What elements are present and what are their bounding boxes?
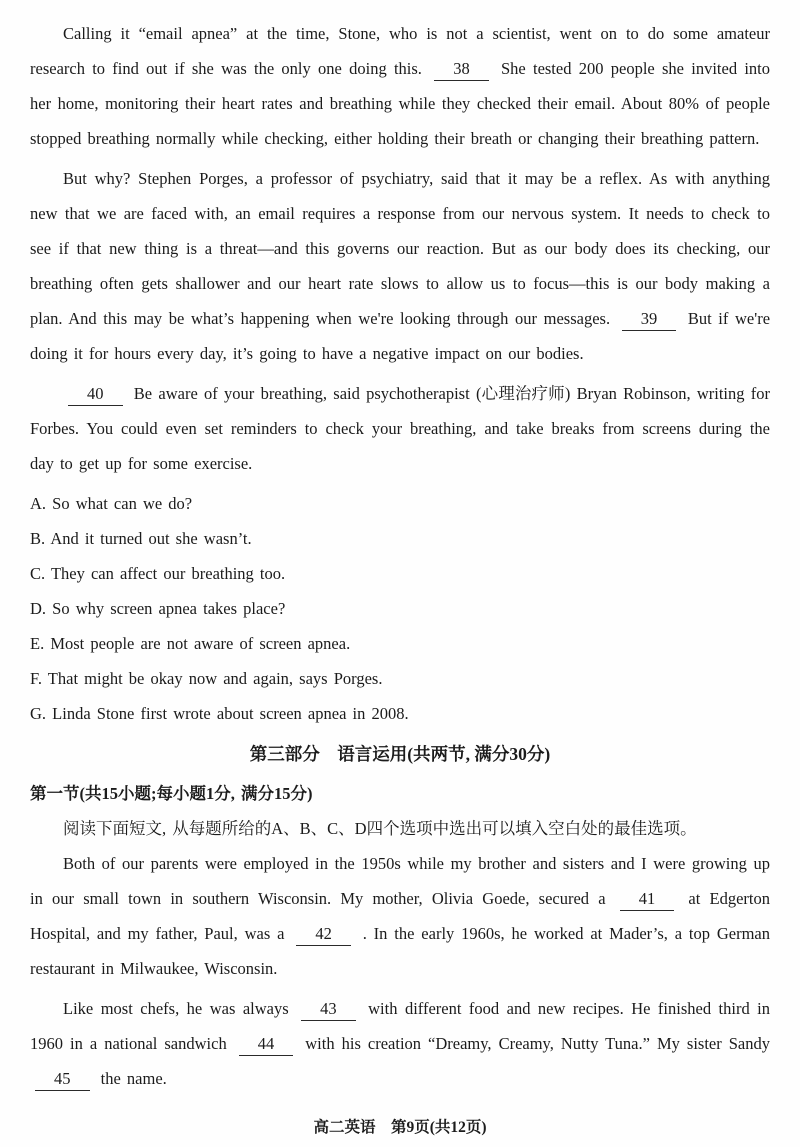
cloze-paragraph-2	[30, 991, 770, 1096]
blank-38: 38	[434, 58, 489, 81]
blank-41: 41	[620, 888, 675, 911]
paragraph-text: But why? Stephen Porges, a professor of psychiatry, said that it may be a reflex. As with anything new that we are faced with, an email requires a response from our nervous system. It needs to check to see if that new thing is a threat—and this governs our reaction. But as our body does its checking, our breathing often gets shallower and our heart rate slows to allow us to focus—this is our body making a plan. And this may be what’s happening when we're looking through our messages.	[30, 169, 770, 328]
blank-39: 39	[622, 308, 677, 331]
blank-40: 40	[68, 383, 123, 406]
passage-paragraph-2	[30, 161, 770, 371]
blank-44: 44	[239, 1033, 294, 1056]
option-g: G. Linda Stone first wrote about screen apnea in 2008.	[30, 704, 409, 723]
option-f: F. That might be okay now and again, says Porges.	[30, 669, 383, 688]
paragraph-text: . In the early 1960s, he worked at Mader’s, a top German restaurant in Milwaukee, Wisconsin.	[30, 924, 771, 978]
option-c: C. They can affect our breathing too.	[30, 564, 286, 583]
paragraph-text: Like most chefs, he was always	[63, 999, 289, 1018]
paragraph-text: at Edgerton Hospital, and my father, Paul, was a	[30, 889, 770, 943]
cloze-instructions: 阅读下面短文, 从每题所给的A、B、C、D四个选项中选出可以填入空白处的最佳选项。	[63, 819, 697, 838]
paragraph-text: with his creation “Dreamy, Creamy, Nutty Tuna.” My sister Sandy	[305, 1034, 771, 1053]
section-three-title: 第三部分 语言运用(共两节, 满分30分)	[249, 744, 551, 764]
option-d: D. So why screen apnea takes place?	[30, 599, 286, 618]
blank-42: 42	[296, 923, 351, 946]
passage-paragraph-1	[30, 16, 770, 156]
paragraph-text: with different food and new recipes. He finished third in 1960 in a national sandwich	[30, 999, 771, 1053]
cloze-paragraph-1	[30, 846, 770, 986]
passage-paragraph-3	[30, 376, 770, 481]
option-e: E. Most people are not aware of screen apnea.	[30, 634, 351, 653]
blank-45: 45	[35, 1068, 90, 1091]
paragraph-text: Calling it “email apnea” at the time, Stone, who is not a scientist, went on to do some amateur research to find out if she was the only one doing this.	[30, 24, 770, 78]
paragraph-text: She tested 200 people she invited into her home, monitoring their heart rates and breathing while they checked their email. About 80% of people stopped breathing normally while checking, either holding their breath or changing their breathing pattern.	[30, 59, 770, 148]
paragraph-text: But if we're doing it for hours every day, it’s going to have a negative impact on our bodies.	[30, 309, 771, 363]
paragraph-text: Be aware of your breathing, said psychotherapist (心理治疗师) Bryan Robinson, writing for Forbes. You could even set reminders to check your breathing, and take breaks from screens during the day to get up for some exercise.	[30, 384, 771, 473]
page-footer: 高二英语 第9页(共12页)	[313, 1119, 487, 1136]
blank-43: 43	[301, 998, 356, 1021]
section-one-subtitle: 第一节(共15小题;每小题1分, 满分15分)	[30, 784, 313, 803]
paragraph-text: Both of our parents were employed in the 1950s while my brother and sisters and I were growing up in our small town in southern Wisconsin. My mother, Olivia Goede, secured a	[30, 854, 770, 908]
option-b: B. And it turned out she wasn’t.	[30, 529, 252, 548]
option-a: A. So what can we do?	[30, 494, 193, 513]
paragraph-text: the name.	[100, 1069, 167, 1088]
